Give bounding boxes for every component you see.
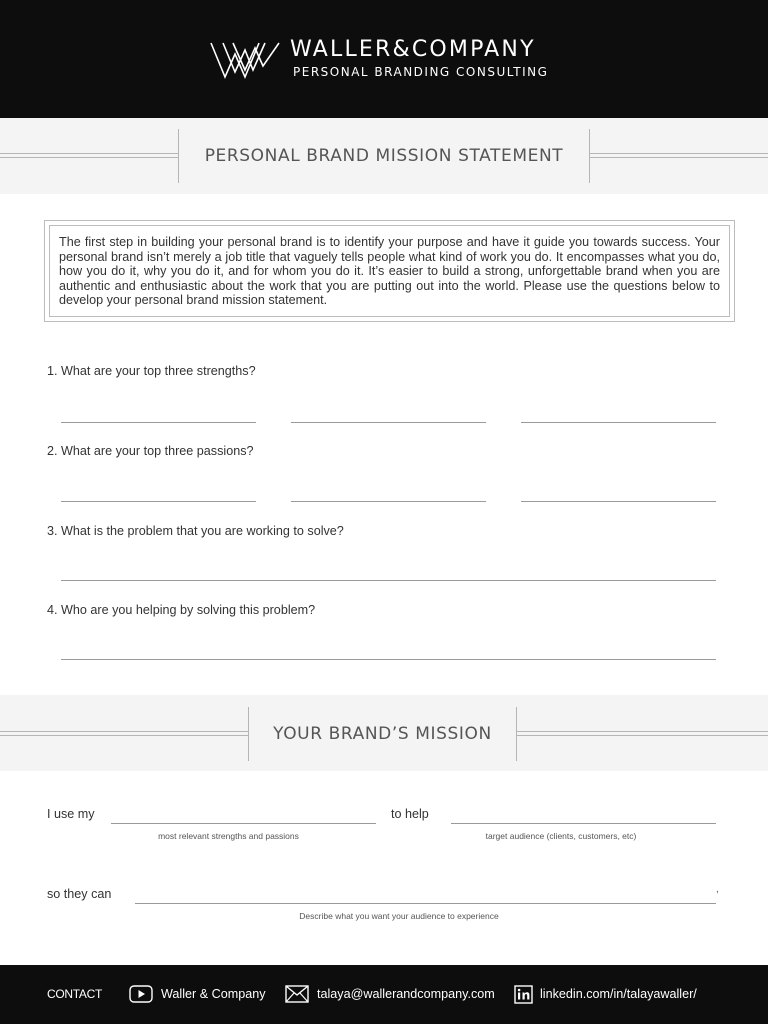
intro-text: The first step in building your personal brand is to identify your purpose and have it guide you towards success. Your personal brand isn’t merely a job title that vaguely tells people what kind of work you do. It encompasses what you do, how you do it, why you do it, and for whom you do it. It’s easier to build a strong, unforgettable brand when you are authentic and enthusiastic about the work that you are putting out into the world. Please use the questions below to develop your personal brand mission statement. (49, 225, 730, 317)
question-passions: 2. What are your top three passions? (47, 444, 254, 458)
contact-label: CONTACT (47, 987, 103, 1001)
divider (517, 731, 768, 736)
question-strengths: 1. What are your top three strengths? (47, 364, 256, 378)
section-title: YOUR BRAND’S MISSION (248, 707, 517, 761)
intro-box (44, 220, 735, 322)
end-comma: , (716, 884, 719, 895)
header (0, 0, 768, 118)
question-problem: 3. What is the problem that you are working to solve? (47, 524, 344, 538)
brand-tagline: PERSONAL BRANDING CONSULTING (293, 65, 549, 79)
section-title: PERSONAL BRAND MISSION STATEMENT (178, 129, 590, 183)
divider (0, 153, 178, 158)
linkedin-icon[interactable] (514, 985, 533, 1004)
linkedin-link[interactable]: linkedin.com/in/talayawaller/ (540, 987, 697, 1001)
mission-label-so: so they can (47, 887, 112, 901)
experience-fill-line[interactable] (135, 903, 716, 904)
divider (590, 153, 768, 158)
youtube-icon[interactable] (129, 985, 153, 1003)
w-monogram-icon (209, 40, 281, 80)
answer-line[interactable] (61, 580, 716, 581)
footer (0, 965, 768, 1024)
answer-line[interactable] (61, 659, 716, 660)
answer-line[interactable] (521, 422, 716, 423)
experience-hint: Describe what you want your audience to experience (299, 911, 499, 921)
answer-line[interactable] (291, 422, 486, 423)
question-audience: 4. Who are you helping by solving this problem? (47, 603, 316, 617)
answer-line[interactable] (291, 501, 486, 502)
strengths-fill-line[interactable] (111, 823, 376, 824)
brand-name: WALLER&COMPANY (290, 37, 536, 62)
email-link[interactable]: talaya@wallerandcompany.com (317, 987, 495, 1001)
section-title-band (0, 695, 768, 771)
answer-line[interactable] (521, 501, 716, 502)
answer-line[interactable] (61, 501, 256, 502)
divider (0, 731, 248, 736)
audience-hint: target audience (clients, customers, etc) (485, 831, 637, 841)
youtube-link[interactable]: Waller & Company (161, 987, 266, 1001)
audience-fill-line[interactable] (451, 823, 716, 824)
mission-label-use: I use my (47, 807, 95, 821)
answer-line[interactable] (61, 422, 256, 423)
strengths-hint: most relevant strengths and passions (158, 831, 299, 841)
envelope-icon[interactable] (285, 985, 309, 1003)
section-title-band (0, 118, 768, 194)
mission-label-help: to help (391, 807, 429, 821)
